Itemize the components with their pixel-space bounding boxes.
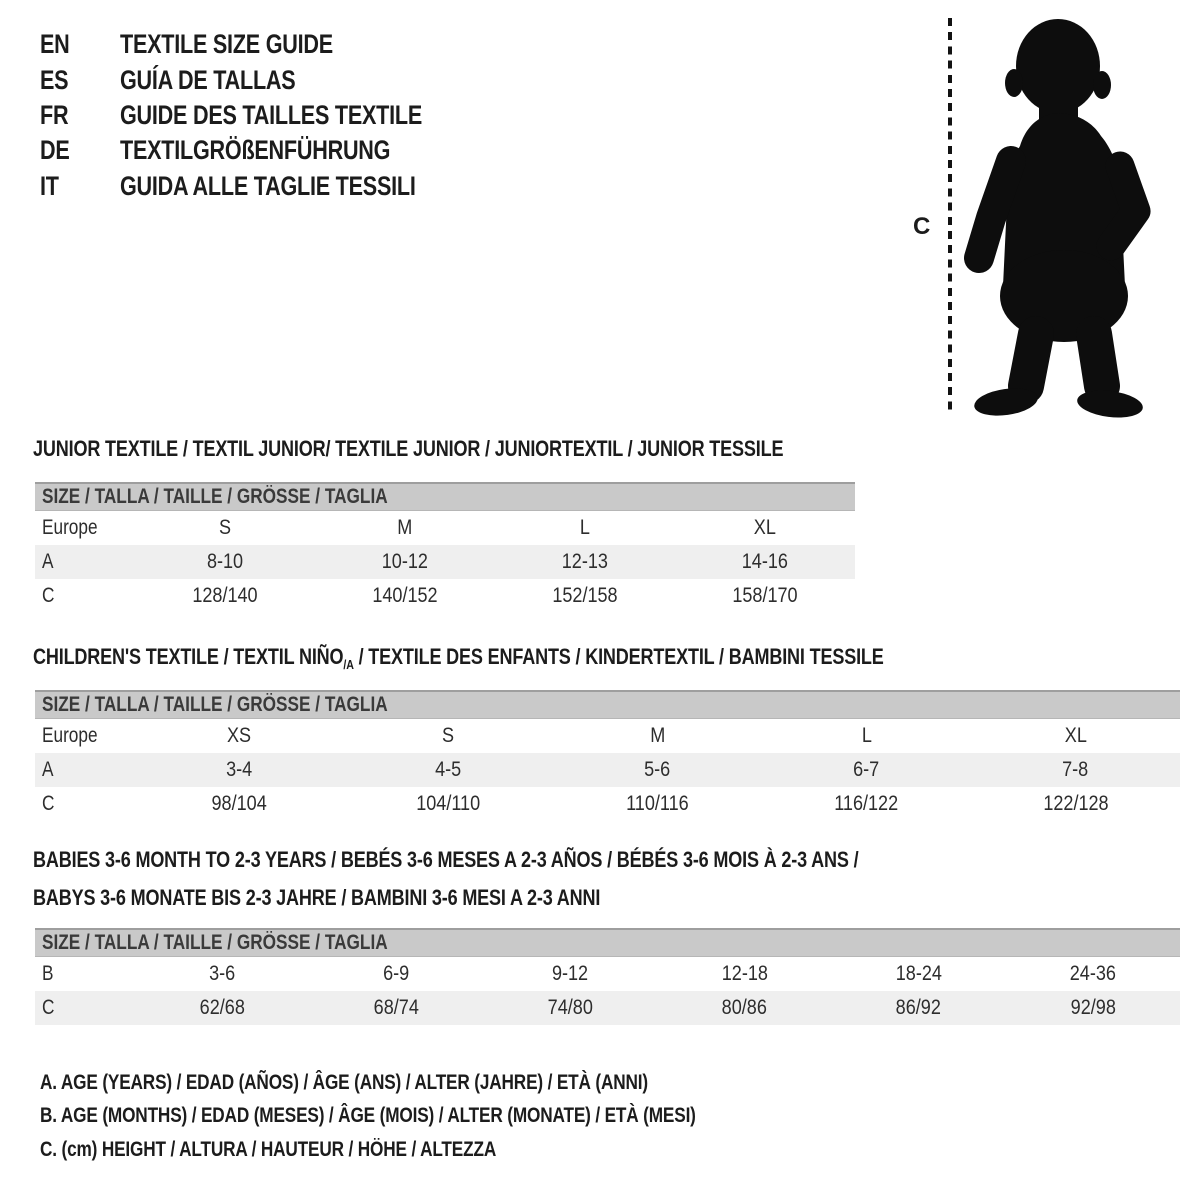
legend-line-a: A. AGE (YEARS) / EDAD (AÑOS) / ÂGE (ANS) / ALTER (JAHRE) / ETÀ (ANNI) xyxy=(40,1070,648,1094)
size-cell: M xyxy=(649,724,666,747)
size-cell: XL xyxy=(753,516,777,539)
height-cell: 128/140 xyxy=(192,584,258,607)
height-measure-label: C xyxy=(913,213,931,240)
height-cell: 62/68 xyxy=(199,996,245,1019)
size-header-label: SIZE / TALLA / TAILLE / GRÖSSE / TAGLIA xyxy=(42,931,388,954)
row-label: C xyxy=(42,996,55,1019)
junior-table-title: JUNIOR TEXTILE / TEXTIL JUNIOR/ TEXTILE JUNIOR / JUNIORTEXTIL / JUNIOR TESSILE xyxy=(33,436,784,461)
lang-code: ES xyxy=(40,64,69,95)
height-cell: 80/86 xyxy=(721,996,768,1019)
months-cell: 24-36 xyxy=(1069,962,1117,985)
size-cell: S xyxy=(218,516,232,539)
children-size-table xyxy=(35,690,1180,821)
row-label: A xyxy=(42,758,54,781)
row-label: Europe xyxy=(42,724,98,747)
height-cell: 158/170 xyxy=(732,584,798,607)
months-cell: 12-18 xyxy=(721,962,768,985)
age-cell: 7-8 xyxy=(1062,758,1089,781)
row-label: B xyxy=(42,962,54,985)
size-cell: XL xyxy=(1064,724,1087,747)
table-row-height xyxy=(35,991,1180,1025)
size-cell: S xyxy=(442,724,455,747)
lang-code: FR xyxy=(40,99,69,130)
size-cell: L xyxy=(861,724,872,747)
height-cell: 110/116 xyxy=(626,792,689,815)
baby-silhouette xyxy=(962,14,1168,418)
lang-row-it xyxy=(40,169,422,204)
row-label: A xyxy=(42,550,54,573)
lang-title: TEXTILGRÖßENFÜHRUNG xyxy=(120,135,391,166)
height-cell: 152/158 xyxy=(552,584,618,607)
height-cell: 116/122 xyxy=(834,792,899,815)
legend-line-c: C. (cm) HEIGHT / ALTURA / HAUTEUR / HÖHE / ALTEZZA xyxy=(40,1137,497,1161)
size-header-bar xyxy=(35,928,1180,957)
size-cell: M xyxy=(397,516,413,539)
table-row-height xyxy=(35,787,1180,821)
table-row-age xyxy=(35,753,1180,787)
nino-a-subscript: /A xyxy=(343,657,354,672)
row-label: C xyxy=(42,584,55,607)
legend-line-b: B. AGE (MONTHS) / EDAD (MESES) / ÂGE (MOIS) / ALTER (MONATE) / ETÀ (MESI) xyxy=(40,1104,696,1128)
table-row-height xyxy=(35,579,855,613)
babies-table-title-line2: BABYS 3-6 MONATE BIS 2-3 JAHRE / BAMBINI 3-6 MESI A 2-3 ANNI xyxy=(33,885,601,910)
age-cell: 10-12 xyxy=(381,550,429,573)
lang-title: TEXTILE SIZE GUIDE xyxy=(120,29,333,60)
lang-row-de xyxy=(40,133,422,168)
lang-code: IT xyxy=(40,170,59,201)
height-cell: 68/74 xyxy=(373,996,419,1019)
table-row-months xyxy=(35,957,1180,991)
measure-legend xyxy=(40,1066,840,1167)
height-measure-dashed-line xyxy=(948,18,952,415)
months-cell: 9-12 xyxy=(552,962,589,985)
height-cell: 140/152 xyxy=(372,584,438,607)
row-label: C xyxy=(42,792,55,815)
size-cell: L xyxy=(579,516,591,539)
table-row-europe xyxy=(35,719,1180,753)
children-table-title: CHILDREN'S TEXTILE / TEXTIL $NIÑO_{/A}$ / TEXTILE DES ENFANTS / KINDERTEXTIL / BAMBINI TESSILE xyxy=(33,644,884,672)
age-cell: 8-10 xyxy=(206,550,244,573)
height-cell: 122/128 xyxy=(1042,792,1109,815)
babies-table-title-line1: BABIES 3-6 MONTH TO 2-3 YEARS / BEBÉS 3-6 MESES A 2-3 AÑOS / BÉBÉS 3-6 MOIS À 2-3 ANS / xyxy=(33,847,859,872)
size-header-bar xyxy=(35,690,1180,719)
height-cell: 74/80 xyxy=(547,996,594,1019)
lang-title: GUÍA DE TALLAS xyxy=(120,64,296,95)
age-cell: 3-4 xyxy=(226,758,253,781)
size-header-bar xyxy=(35,482,855,511)
age-cell: 14-16 xyxy=(741,550,789,573)
months-cell: 3-6 xyxy=(209,962,236,985)
height-cell: 86/92 xyxy=(896,996,942,1019)
height-cell: 98/104 xyxy=(211,792,268,815)
language-title-block xyxy=(40,27,518,204)
size-header-label: SIZE / TALLA / TAILLE / GRÖSSE / TAGLIA xyxy=(42,693,388,716)
lang-row-es xyxy=(40,62,422,97)
age-cell: 4-5 xyxy=(435,758,462,781)
months-cell: 18-24 xyxy=(895,962,942,985)
row-label: Europe xyxy=(42,516,98,539)
babies-size-table xyxy=(35,928,1180,1025)
size-header-label: SIZE / TALLA / TAILLE / GRÖSSE / TAGLIA xyxy=(42,485,388,508)
lang-row-fr xyxy=(40,98,422,133)
age-cell: 12-13 xyxy=(561,550,609,573)
height-cell: 104/110 xyxy=(416,792,481,815)
size-cell: XS xyxy=(227,724,252,747)
junior-size-table xyxy=(35,482,855,613)
age-cell: 6-7 xyxy=(853,758,880,781)
lang-row-en xyxy=(40,27,422,62)
lang-code: EN xyxy=(40,29,70,60)
height-cell: 92/98 xyxy=(1070,996,1116,1019)
lang-code: DE xyxy=(40,135,70,166)
table-row-age xyxy=(35,545,855,579)
lang-title: GUIDE DES TAILLES TEXTILE xyxy=(120,99,423,130)
lang-title: GUIDA ALLE TAGLIE TESSILI xyxy=(120,170,416,201)
table-row-europe xyxy=(35,511,855,545)
age-cell: 5-6 xyxy=(644,758,671,781)
months-cell: 6-9 xyxy=(383,962,410,985)
